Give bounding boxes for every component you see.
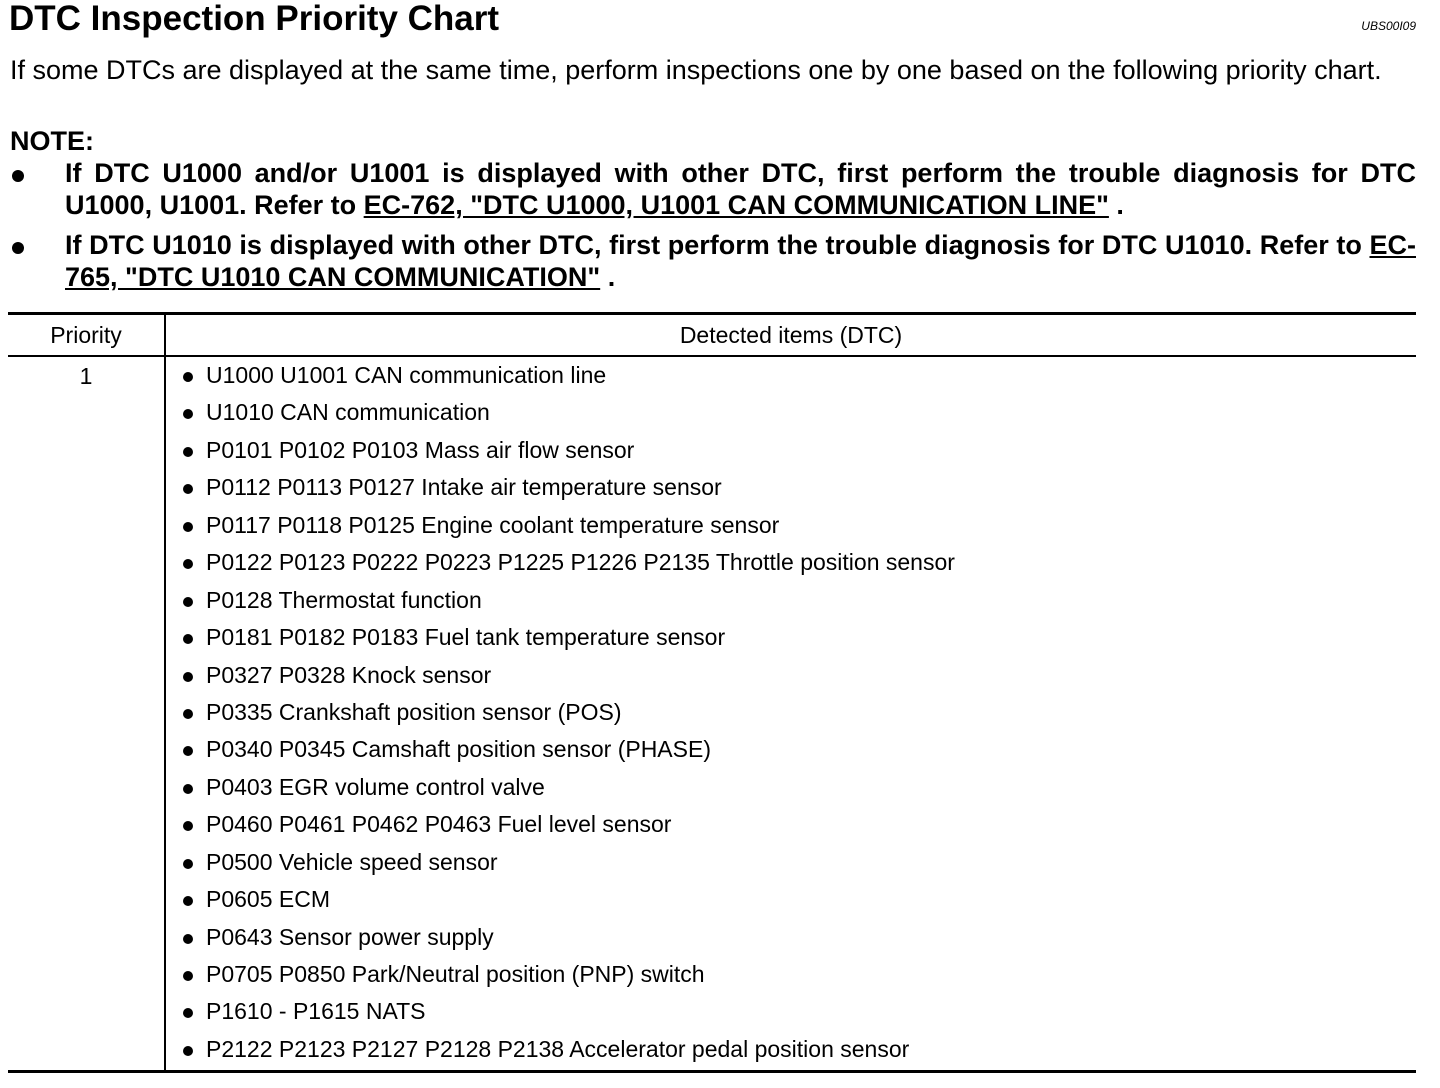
note-text: If DTC U1000 and/or U1001 is displayed with other DTC, first perform the trouble diagnosis for DTC U1000, U1001. Refer to xyxy=(65,158,1416,220)
dtc-item-text: P0460 P0461 P0462 P0463 Fuel level sensor xyxy=(206,811,672,838)
list-item xyxy=(166,394,1416,431)
note-item xyxy=(10,157,1416,221)
bullet-icon xyxy=(183,821,193,831)
note-item xyxy=(10,229,1416,293)
dtc-item-text: U1010 CAN communication xyxy=(206,399,490,426)
bullet-icon xyxy=(12,170,24,182)
note-heading: NOTE: xyxy=(10,126,94,156)
dtc-item-text: P0705 P0850 Park/Neutral position (PNP) switch xyxy=(206,961,705,987)
ec-762-link[interactable]: EC-762, "DTC U1000, U1001 CAN COMMUNICATION LINE" xyxy=(363,190,1109,220)
dtc-item-text: P0327 P0328 Knock sensor xyxy=(206,661,492,688)
list-item xyxy=(166,507,1416,544)
list-item xyxy=(166,657,1416,694)
list-item xyxy=(166,993,1416,1030)
bullet-icon xyxy=(183,484,193,494)
bullet-icon xyxy=(183,784,193,794)
intro-paragraph: If some DTCs are displayed at the same time, perform inspections one by one based on the following priority chart. xyxy=(10,55,1382,85)
dtc-item-text: P0101 P0102 P0103 Mass air flow sensor xyxy=(206,436,635,463)
list-item xyxy=(166,432,1416,469)
dtc-item-text: P0122 P0123 P0222 P0223 P1225 P1226 P2135 Throttle position sensor xyxy=(206,549,955,576)
dtc-item-text: P0340 P0345 Camshaft position sensor (PHASE) xyxy=(206,736,711,763)
list-item xyxy=(166,881,1416,918)
list-item xyxy=(166,694,1416,731)
list-item xyxy=(166,469,1416,506)
bullet-icon xyxy=(183,409,193,419)
bullet-icon xyxy=(183,559,193,569)
list-item xyxy=(166,582,1416,619)
list-item xyxy=(166,619,1416,656)
table-header-row xyxy=(8,314,1416,357)
bullet-icon xyxy=(12,242,24,254)
document-code: UBS00I09 xyxy=(1361,19,1416,33)
dtc-item-text: P0117 P0118 P0125 Engine coolant temperature sensor xyxy=(206,511,780,538)
dtc-item-text: P2122 P2123 P2127 P2128 P2138 Accelerator pedal position sensor xyxy=(206,1035,910,1062)
table-row xyxy=(8,356,1416,1072)
list-item xyxy=(166,919,1416,956)
bullet-icon xyxy=(183,372,193,382)
dtc-priority-table xyxy=(8,312,1416,1073)
detected-items-cell xyxy=(165,356,1416,1072)
dtc-item-text: P0643 Sensor power supply xyxy=(206,923,494,950)
bullet-icon xyxy=(183,896,193,906)
bullet-icon xyxy=(183,1008,193,1018)
list-item xyxy=(166,1031,1416,1068)
dtc-item-text: P0403 EGR volume control valve xyxy=(206,773,545,800)
list-item xyxy=(166,806,1416,843)
bullet-icon xyxy=(183,447,193,457)
bullet-icon xyxy=(183,634,193,644)
dtc-item-text: P0128 Thermostat function xyxy=(206,586,482,613)
list-item xyxy=(166,544,1416,581)
dtc-item-text: P0335 Crankshaft position sensor (POS) xyxy=(206,698,622,725)
bullet-icon xyxy=(183,971,193,981)
bullet-icon xyxy=(183,597,193,607)
list-item xyxy=(166,357,1416,394)
page-title: DTC Inspection Priority Chart xyxy=(9,0,500,38)
dtc-item-text: P0112 P0113 P0127 Intake air temperature sensor xyxy=(206,474,722,501)
dtc-item-text: P0181 P0182 P0183 Fuel tank temperature sensor xyxy=(206,624,726,651)
note-text-end: . xyxy=(600,262,616,292)
bullet-icon xyxy=(183,1046,193,1056)
priority-cell: 1 xyxy=(8,356,165,1072)
detected-items-column-header: Detected items (DTC) xyxy=(679,321,903,348)
list-item xyxy=(166,844,1416,881)
dtc-item-text: P0605 ECM xyxy=(206,886,331,913)
priority-column-header: Priority xyxy=(8,314,165,357)
note-text-end: . xyxy=(1108,190,1124,220)
detected-items-list xyxy=(166,357,1416,1068)
dtc-item-text: P0500 Vehicle speed sensor xyxy=(206,848,498,875)
bullet-icon xyxy=(183,709,193,719)
dtc-item-text: U1000 U1001 CAN communication line xyxy=(206,362,607,388)
bullet-icon xyxy=(183,934,193,944)
note-list xyxy=(10,157,1416,301)
bullet-icon xyxy=(183,672,193,682)
note-text: If DTC U1010 is displayed with other DTC, first perform the trouble diagnosis for DTC U1010. Refer to xyxy=(65,230,1370,260)
bullet-icon xyxy=(183,859,193,869)
list-item xyxy=(166,769,1416,806)
bullet-icon xyxy=(183,522,193,532)
list-item xyxy=(166,731,1416,768)
dtc-item-text: P1610 - P1615 NATS xyxy=(206,998,426,1025)
ec-765-link[interactable]: EC-765, "DTC U1010 CAN COMMUNICATION" xyxy=(65,230,1416,292)
list-item xyxy=(166,956,1416,993)
bullet-icon xyxy=(183,746,193,756)
